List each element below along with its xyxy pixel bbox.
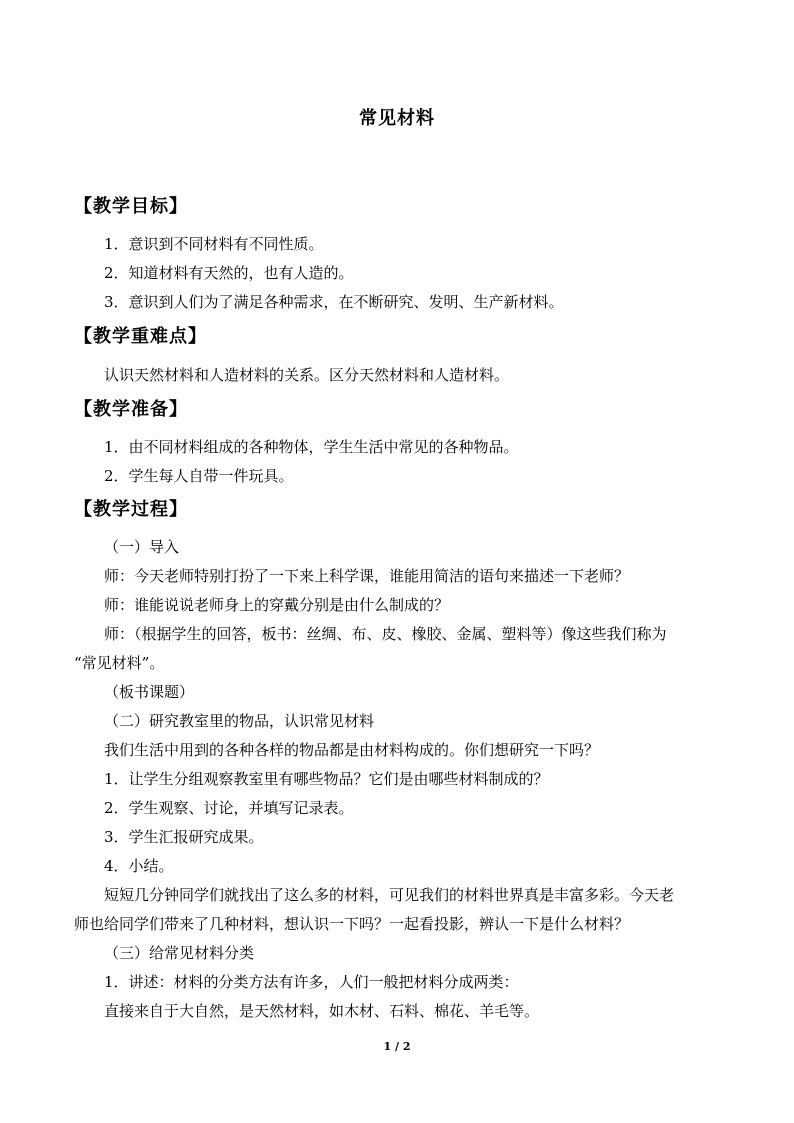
process-line: 1．讲述：材料的分类方法有许多，人们一般把材料分成两类： xyxy=(104,973,519,991)
process-line: 师：今天老师特别打扮了一下来上科学课，谁能用简洁的语句来描述一下老师？ xyxy=(104,567,630,585)
process-line: 师：（根据学生的回答，板书：丝绸、布、皮、橡胶、金属、塑料等）像这些我们称为 xyxy=(104,625,667,643)
page-number: 1 / 2 xyxy=(383,1040,411,1053)
process-line: 3．学生汇报研究成果。 xyxy=(104,828,264,846)
process-line: （二）研究教室里的物品，认识常见材料 xyxy=(104,712,375,730)
section-heading-key-points: 【教学重难点】 xyxy=(74,326,207,347)
process-line: 师也给同学们带来了几种材料，想认识一下吗？一起看投影，辨认一下是什么材料？ xyxy=(74,915,630,933)
process-line: 直接来自于大自然，是天然材料，如木材、石料、棉花、羊毛等。 xyxy=(104,1002,540,1020)
process-line: （一）导入 xyxy=(104,538,180,556)
process-line: 1．让学生分组观察教室里有哪些物品？它们是由哪些材料制成的？ xyxy=(104,770,549,788)
section-heading-process: 【教学过程】 xyxy=(74,499,188,520)
section-heading-preparation: 【教学准备】 xyxy=(74,399,188,420)
process-line: “常见材料”。 xyxy=(74,654,165,672)
goal-item: 3．意识到人们为了满足各种需求，在不断研究、发明、生产新材料。 xyxy=(104,293,564,311)
process-line: （板书课题） xyxy=(104,683,195,701)
key-point-item: 认识天然材料和人造材料的关系。区分天然材料和人造材料。 xyxy=(104,366,510,384)
goal-item: 1．意识到不同材料有不同性质。 xyxy=(104,235,324,253)
process-line: 4．小结。 xyxy=(104,857,174,875)
section-heading-goals: 【教学目标】 xyxy=(74,196,188,217)
process-line: 我们生活中用到的各种各样的物品都是由材料构成的。你们想研究一下吗？ xyxy=(104,741,600,759)
page-title: 常见材料 xyxy=(359,108,435,129)
goal-item: 2．知道材料有天然的，也有人造的。 xyxy=(104,264,354,282)
process-line: 师：谁能说说老师身上的穿戴分别是由什么制成的？ xyxy=(104,596,450,614)
preparation-item: 2．学生每人自带一件玩具。 xyxy=(104,467,294,485)
process-line: 2．学生观察、讨论，并填写记录表。 xyxy=(104,799,354,817)
process-line: （三）给常见材料分类 xyxy=(104,944,255,962)
preparation-item: 1．由不同材料组成的各种物体，学生生活中常见的各种物品。 xyxy=(104,438,519,456)
process-line: 短短几分钟同学们就找出了这么多的材料，可见我们的材料世界真是丰富多彩。今天老 xyxy=(104,886,675,904)
